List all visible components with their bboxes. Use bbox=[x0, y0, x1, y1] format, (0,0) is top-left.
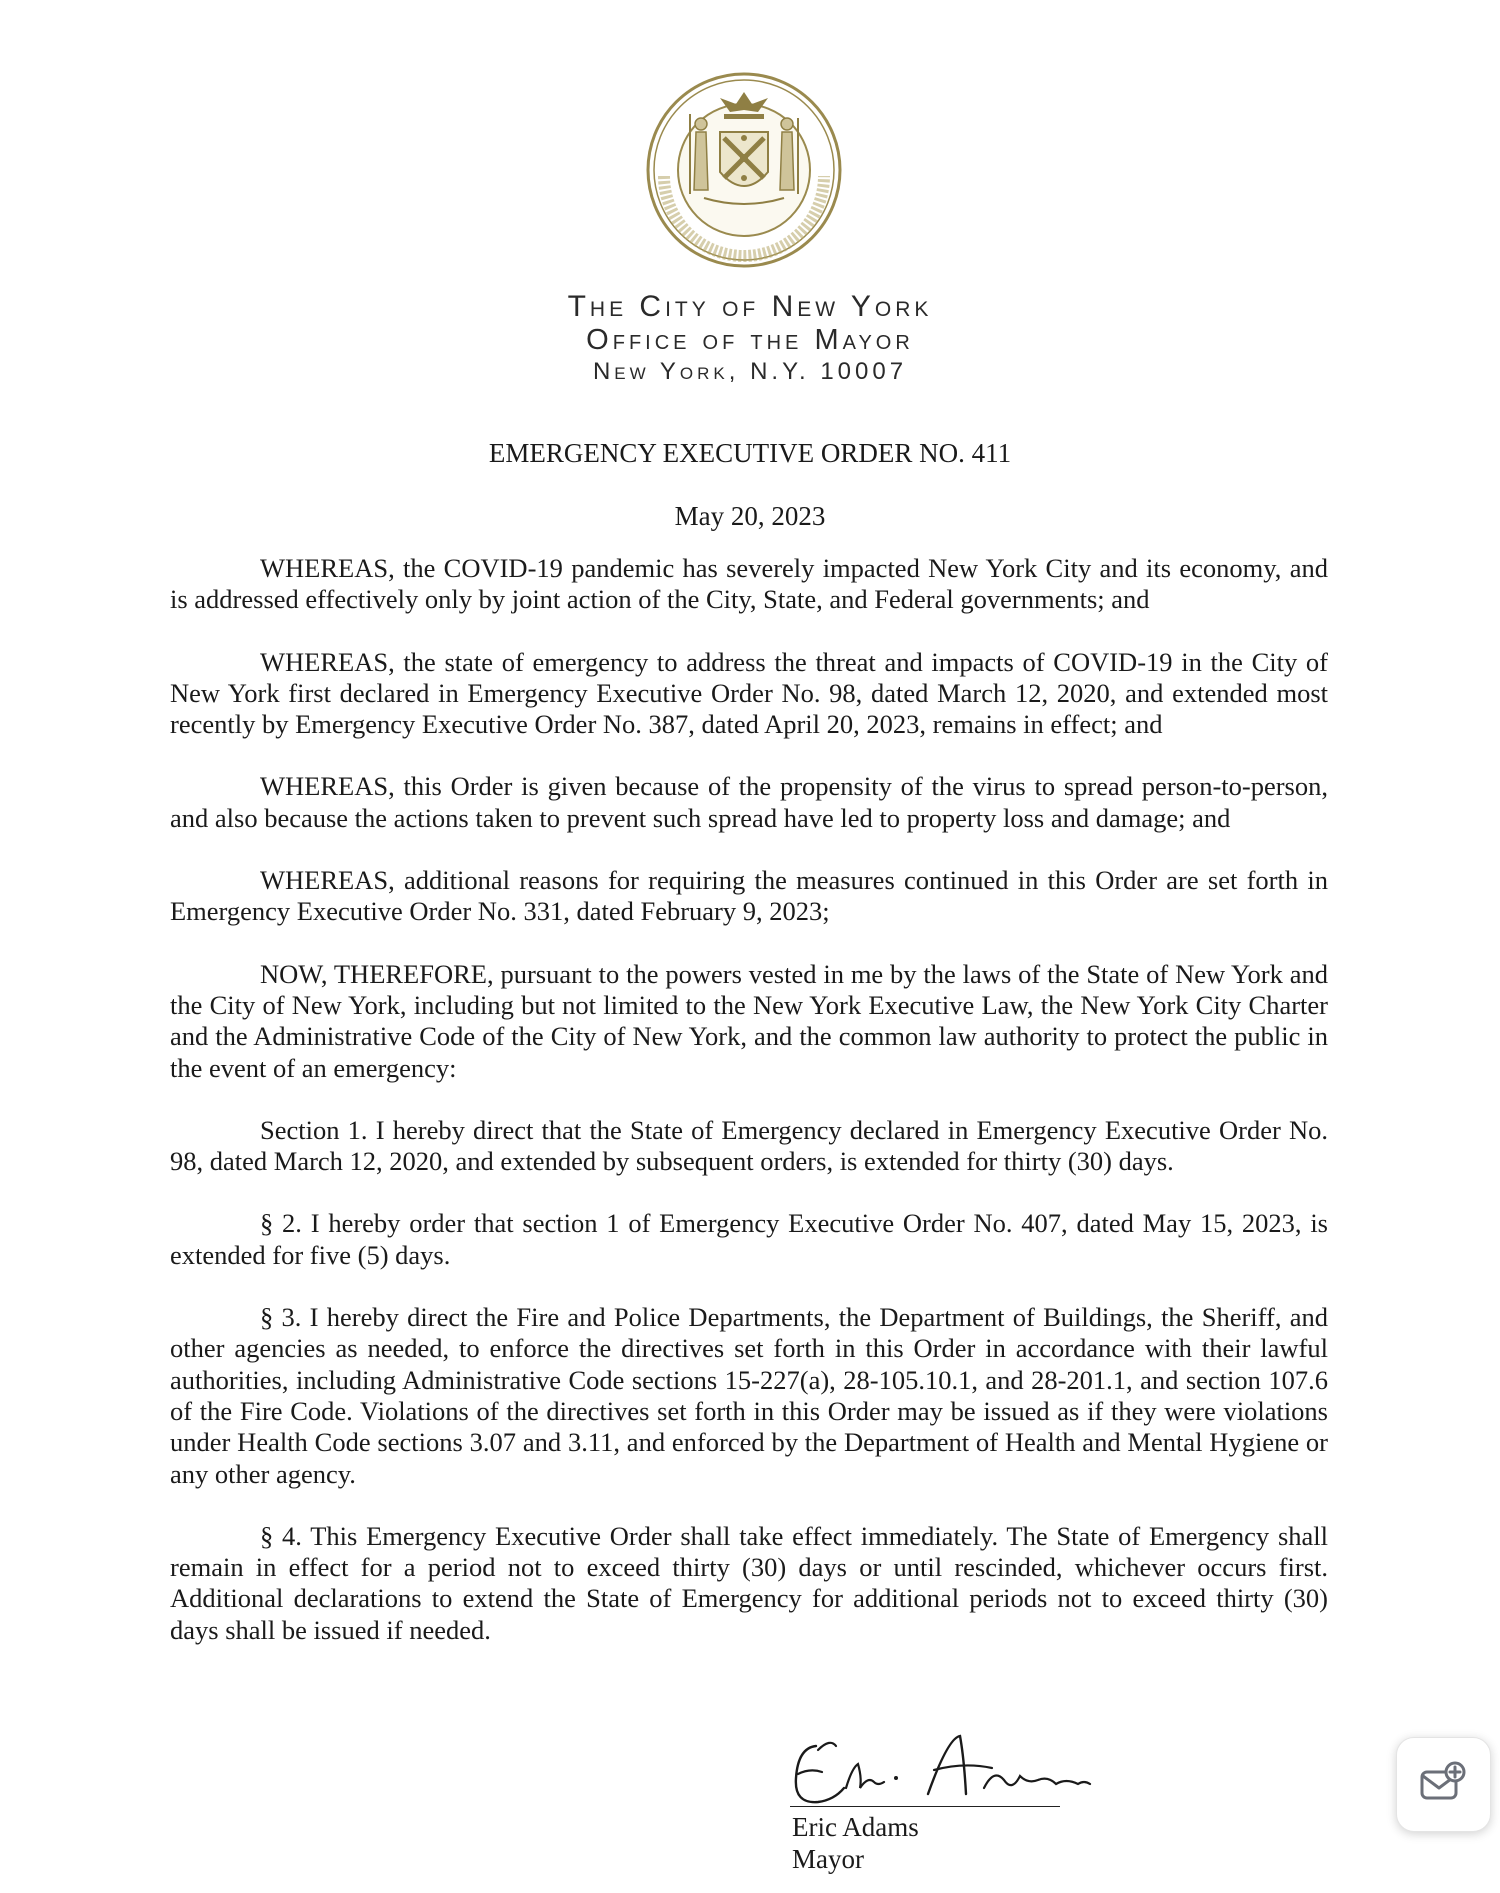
mail-plus-icon bbox=[1419, 1760, 1467, 1808]
order-body bbox=[170, 553, 1328, 1677]
section-3-paragraph: § 3. I hereby direct the Fire and Police Departments, the Department of Buildings, the Sheriff, and other agencies as needed, to enforce the directives set forth in this Order in accordance with their lawful authorities, including Administrative Code sections 15-227(a), 28-105.10.1, and 28-201.1, and section 107.6 of the Fire Code. Violations of the directives set forth in this Order may be issued as if they were violations under Health Code sections 3.07 and 3.11, and enforced by the Department of Health and Mental Hygiene or any other agency. bbox=[170, 1302, 1328, 1489]
order-title: EMERGENCY EXECUTIVE ORDER NO. 411 bbox=[488, 438, 1012, 468]
signature-line bbox=[790, 1806, 1060, 1807]
signer-title: Mayor bbox=[792, 1844, 864, 1874]
section-1-paragraph: Section 1. I hereby direct that the State of Emergency declared in Emergency Executive Order No. 98, dated March 12, 2020, and extended by subsequent orders, is extended for thirty (30) days. bbox=[170, 1114, 1328, 1177]
now-therefore-paragraph: NOW, THEREFORE, pursuant to the powers vested in me by the laws of the State of New York and the City of New York, including but not limited to the New York Executive Law, the New York City Charter and the Administrative Code of the City of New York, and the common law authority to protect the public in the event of an emergency: bbox=[170, 958, 1328, 1083]
whereas-paragraph-4: WHEREAS, additional reasons for requiring the measures continued in this Order are set forth in Emergency Executive Order No. 331, dated February 9, 2023; bbox=[170, 865, 1328, 927]
whereas-paragraph-1: WHEREAS, the COVID-19 pandemic has severely impacted New York City and its economy, and is addressed effectively only by joint action of the City, State, and Federal governments; and bbox=[170, 553, 1328, 615]
section-2-paragraph: § 2. I hereby order that section 1 of Emergency Executive Order No. 407, dated May 15, 2023, is extended for five (5) days. bbox=[170, 1208, 1328, 1270]
letterhead-city: The City of New York bbox=[567, 290, 933, 323]
letterhead-office: Office of the Mayor bbox=[586, 324, 914, 356]
order-date: May 20, 2023 bbox=[674, 501, 826, 531]
section-4-paragraph: § 4. This Emergency Executive Order shall take effect immediately. The State of Emergency shall remain in effect for a period not to exceed thirty (30) days or until rescinded, whichever occurs first. Additional declarations to extend the State of Emergency for additional periods not to exceed thirty (30) days shall be issued if needed. bbox=[170, 1520, 1328, 1645]
whereas-paragraph-2: WHEREAS, the state of emergency to address the threat and impacts of COVID-19 in the City of New York first declared in Emergency Executive Order No. 98, dated March 12, 2020, and extended most recently by Emergency Executive Order No. 387, dated April 20, 2023, remains in effect; and bbox=[170, 646, 1328, 740]
signer-name: Eric Adams bbox=[792, 1812, 919, 1842]
letterhead-address: New York, N.Y. 10007 bbox=[592, 358, 908, 385]
mayor-signature bbox=[788, 1728, 1108, 1818]
city-seal bbox=[644, 70, 844, 270]
whereas-paragraph-3: WHEREAS, this Order is given because of the propensity of the virus to spread person-to-person, and also because the actions taken to prevent such spread have led to property loss and damage; and bbox=[170, 771, 1328, 833]
compose-mail-button[interactable] bbox=[1396, 1737, 1491, 1832]
